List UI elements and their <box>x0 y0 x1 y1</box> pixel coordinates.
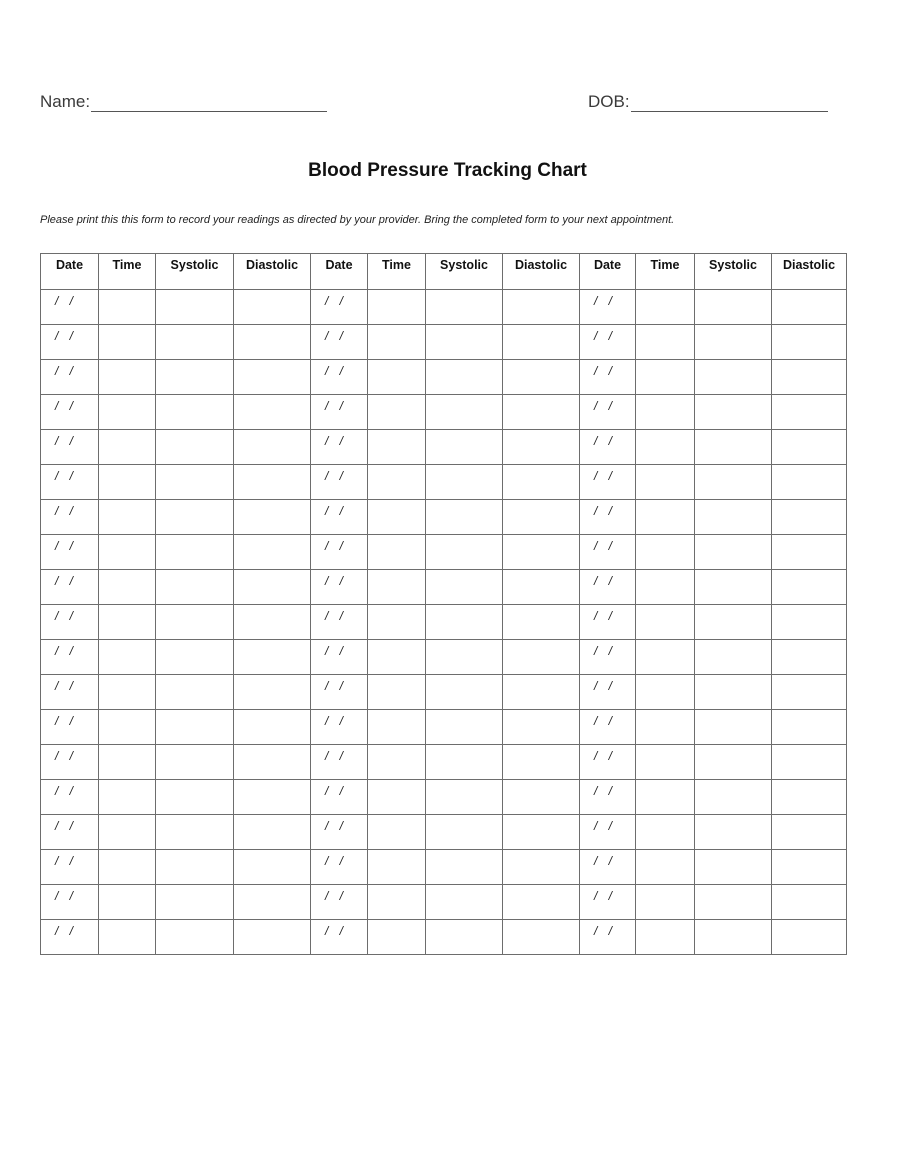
table-row <box>41 570 847 605</box>
diastolic-cell[interactable] <box>234 360 311 395</box>
date-cell[interactable]: / / <box>580 745 636 780</box>
diastolic-cell[interactable] <box>503 745 580 780</box>
column-header-systolic: Systolic <box>426 254 503 290</box>
date-cell[interactable]: / / <box>41 430 99 465</box>
diastolic-cell[interactable] <box>503 325 580 360</box>
time-cell[interactable] <box>636 570 695 605</box>
diastolic-cell[interactable] <box>772 570 847 605</box>
systolic-cell[interactable] <box>426 570 503 605</box>
table-header-row <box>41 254 847 290</box>
systolic-cell[interactable] <box>426 360 503 395</box>
systolic-cell[interactable] <box>695 325 772 360</box>
time-cell[interactable] <box>99 430 156 465</box>
time-cell[interactable] <box>636 780 695 815</box>
date-cell[interactable]: / / <box>41 920 99 955</box>
column-header-time: Time <box>636 254 695 290</box>
date-cell[interactable]: / / <box>41 745 99 780</box>
date-cell[interactable]: / / <box>580 325 636 360</box>
date-cell[interactable]: / / <box>41 640 99 675</box>
date-cell[interactable]: / / <box>580 885 636 920</box>
column-header-time: Time <box>368 254 426 290</box>
time-cell[interactable] <box>368 745 426 780</box>
time-cell[interactable] <box>99 745 156 780</box>
column-header-diastolic: Diastolic <box>772 254 847 290</box>
date-cell[interactable]: / / <box>41 360 99 395</box>
date-cell[interactable]: / / <box>580 500 636 535</box>
diastolic-cell[interactable] <box>772 360 847 395</box>
time-cell[interactable] <box>636 360 695 395</box>
date-cell[interactable]: / / <box>311 815 368 850</box>
bp-tracking-table <box>40 253 847 955</box>
systolic-cell[interactable] <box>426 325 503 360</box>
date-cell[interactable]: / / <box>311 640 368 675</box>
diastolic-cell[interactable] <box>503 640 580 675</box>
systolic-cell[interactable] <box>156 430 234 465</box>
time-cell[interactable] <box>636 710 695 745</box>
table-row <box>41 850 847 885</box>
diastolic-cell[interactable] <box>772 920 847 955</box>
time-cell[interactable] <box>368 605 426 640</box>
systolic-cell[interactable] <box>695 290 772 325</box>
time-cell[interactable] <box>636 920 695 955</box>
date-cell[interactable]: / / <box>311 360 368 395</box>
date-cell[interactable]: / / <box>311 325 368 360</box>
date-cell[interactable]: / / <box>41 500 99 535</box>
date-cell[interactable]: / / <box>580 710 636 745</box>
date-cell[interactable]: / / <box>580 535 636 570</box>
time-cell[interactable] <box>368 325 426 360</box>
name-input-line[interactable] <box>91 93 327 112</box>
diastolic-cell[interactable] <box>234 325 311 360</box>
time-cell[interactable] <box>636 675 695 710</box>
systolic-cell[interactable] <box>695 815 772 850</box>
date-cell[interactable]: / / <box>41 675 99 710</box>
systolic-cell[interactable] <box>695 710 772 745</box>
systolic-cell[interactable] <box>695 500 772 535</box>
date-cell[interactable]: / / <box>580 430 636 465</box>
time-cell[interactable] <box>99 815 156 850</box>
date-cell[interactable]: / / <box>311 745 368 780</box>
time-cell[interactable] <box>636 290 695 325</box>
table-row <box>41 605 847 640</box>
time-cell[interactable] <box>368 570 426 605</box>
systolic-cell[interactable] <box>426 640 503 675</box>
systolic-cell[interactable] <box>695 570 772 605</box>
diastolic-cell[interactable] <box>772 850 847 885</box>
time-cell[interactable] <box>636 535 695 570</box>
systolic-cell[interactable] <box>695 430 772 465</box>
date-cell[interactable]: / / <box>311 885 368 920</box>
date-cell[interactable]: / / <box>41 605 99 640</box>
table-row <box>41 360 847 395</box>
diastolic-cell[interactable] <box>234 430 311 465</box>
systolic-cell[interactable] <box>695 605 772 640</box>
date-cell[interactable]: / / <box>580 395 636 430</box>
diastolic-cell[interactable] <box>234 500 311 535</box>
date-cell[interactable]: / / <box>311 605 368 640</box>
diastolic-cell[interactable] <box>503 430 580 465</box>
time-cell[interactable] <box>368 465 426 500</box>
diastolic-cell[interactable] <box>772 605 847 640</box>
diastolic-cell[interactable] <box>503 500 580 535</box>
diastolic-cell[interactable] <box>503 395 580 430</box>
date-cell[interactable]: / / <box>311 710 368 745</box>
time-cell[interactable] <box>636 745 695 780</box>
systolic-cell[interactable] <box>156 850 234 885</box>
date-cell[interactable]: / / <box>41 465 99 500</box>
table-row <box>41 290 847 325</box>
diastolic-cell[interactable] <box>234 675 311 710</box>
systolic-cell[interactable] <box>156 570 234 605</box>
systolic-cell[interactable] <box>156 815 234 850</box>
table-row <box>41 710 847 745</box>
systolic-cell[interactable] <box>695 675 772 710</box>
table-row <box>41 920 847 955</box>
time-cell[interactable] <box>99 535 156 570</box>
time-cell[interactable] <box>368 640 426 675</box>
diastolic-cell[interactable] <box>234 465 311 500</box>
systolic-cell[interactable] <box>426 465 503 500</box>
time-cell[interactable] <box>368 850 426 885</box>
diastolic-cell[interactable] <box>234 290 311 325</box>
table-body <box>41 290 847 955</box>
diastolic-cell[interactable] <box>234 815 311 850</box>
time-cell[interactable] <box>636 885 695 920</box>
date-cell[interactable]: / / <box>580 605 636 640</box>
time-cell[interactable] <box>99 325 156 360</box>
diastolic-cell[interactable] <box>234 605 311 640</box>
date-cell[interactable]: / / <box>311 675 368 710</box>
diastolic-cell[interactable] <box>503 465 580 500</box>
table-row <box>41 640 847 675</box>
time-cell[interactable] <box>368 675 426 710</box>
column-header-systolic: Systolic <box>695 254 772 290</box>
time-cell[interactable] <box>368 885 426 920</box>
systolic-cell[interactable] <box>426 850 503 885</box>
time-cell[interactable] <box>636 500 695 535</box>
date-cell[interactable]: / / <box>311 570 368 605</box>
date-cell[interactable]: / / <box>311 430 368 465</box>
table-row <box>41 780 847 815</box>
time-cell[interactable] <box>99 500 156 535</box>
diastolic-cell[interactable] <box>234 745 311 780</box>
time-cell[interactable] <box>368 710 426 745</box>
time-cell[interactable] <box>636 430 695 465</box>
time-cell[interactable] <box>99 710 156 745</box>
diastolic-cell[interactable] <box>503 675 580 710</box>
page-title: Blood Pressure Tracking Chart <box>308 160 587 181</box>
diastolic-cell[interactable] <box>234 780 311 815</box>
diastolic-cell[interactable] <box>772 290 847 325</box>
date-cell[interactable]: / / <box>311 500 368 535</box>
date-cell[interactable]: / / <box>580 675 636 710</box>
time-cell[interactable] <box>368 430 426 465</box>
date-cell[interactable]: / / <box>41 535 99 570</box>
systolic-cell[interactable] <box>426 710 503 745</box>
date-cell[interactable]: / / <box>580 360 636 395</box>
systolic-cell[interactable] <box>695 535 772 570</box>
systolic-cell[interactable] <box>156 500 234 535</box>
diastolic-cell[interactable] <box>503 290 580 325</box>
time-cell[interactable] <box>368 535 426 570</box>
date-cell[interactable]: / / <box>311 395 368 430</box>
systolic-cell[interactable] <box>426 500 503 535</box>
diastolic-cell[interactable] <box>772 535 847 570</box>
systolic-cell[interactable] <box>156 885 234 920</box>
diastolic-cell[interactable] <box>503 885 580 920</box>
dob-label: DOB: <box>588 92 630 111</box>
systolic-cell[interactable] <box>426 290 503 325</box>
date-cell[interactable]: / / <box>580 850 636 885</box>
diastolic-cell[interactable] <box>503 605 580 640</box>
time-cell[interactable] <box>368 815 426 850</box>
table-row <box>41 430 847 465</box>
table-row <box>41 885 847 920</box>
name-field[interactable] <box>40 92 327 112</box>
systolic-cell[interactable] <box>156 675 234 710</box>
time-cell[interactable] <box>368 360 426 395</box>
column-header-date: Date <box>311 254 368 290</box>
time-cell[interactable] <box>99 850 156 885</box>
diastolic-cell[interactable] <box>234 850 311 885</box>
diastolic-cell[interactable] <box>772 745 847 780</box>
diastolic-cell[interactable] <box>772 640 847 675</box>
time-cell[interactable] <box>636 815 695 850</box>
date-cell[interactable]: / / <box>311 780 368 815</box>
diastolic-cell[interactable] <box>503 815 580 850</box>
systolic-cell[interactable] <box>695 780 772 815</box>
systolic-cell[interactable] <box>156 780 234 815</box>
diastolic-cell[interactable] <box>772 500 847 535</box>
diastolic-cell[interactable] <box>772 710 847 745</box>
systolic-cell[interactable] <box>426 395 503 430</box>
date-cell[interactable]: / / <box>41 710 99 745</box>
systolic-cell[interactable] <box>426 675 503 710</box>
diastolic-cell[interactable] <box>772 430 847 465</box>
time-cell[interactable] <box>636 395 695 430</box>
systolic-cell[interactable] <box>156 395 234 430</box>
systolic-cell[interactable] <box>695 360 772 395</box>
time-cell[interactable] <box>636 465 695 500</box>
time-cell[interactable] <box>99 570 156 605</box>
table-row <box>41 500 847 535</box>
diastolic-cell[interactable] <box>772 395 847 430</box>
date-cell[interactable]: / / <box>41 885 99 920</box>
systolic-cell[interactable] <box>695 640 772 675</box>
systolic-cell[interactable] <box>426 920 503 955</box>
date-cell[interactable]: / / <box>580 780 636 815</box>
time-cell[interactable] <box>636 850 695 885</box>
diastolic-cell[interactable] <box>234 710 311 745</box>
time-cell[interactable] <box>99 395 156 430</box>
diastolic-cell[interactable] <box>772 780 847 815</box>
column-header-diastolic: Diastolic <box>503 254 580 290</box>
systolic-cell[interactable] <box>426 780 503 815</box>
time-cell[interactable] <box>99 780 156 815</box>
systolic-cell[interactable] <box>695 745 772 780</box>
date-cell[interactable]: / / <box>41 395 99 430</box>
diastolic-cell[interactable] <box>234 920 311 955</box>
time-cell[interactable] <box>99 465 156 500</box>
time-cell[interactable] <box>99 360 156 395</box>
diastolic-cell[interactable] <box>772 465 847 500</box>
column-header-date: Date <box>580 254 636 290</box>
date-cell[interactable]: / / <box>311 535 368 570</box>
systolic-cell[interactable] <box>156 290 234 325</box>
systolic-cell[interactable] <box>426 605 503 640</box>
time-cell[interactable] <box>99 885 156 920</box>
time-cell[interactable] <box>99 920 156 955</box>
time-cell[interactable] <box>636 325 695 360</box>
systolic-cell[interactable] <box>156 605 234 640</box>
column-header-time: Time <box>99 254 156 290</box>
systolic-cell[interactable] <box>426 535 503 570</box>
table-row <box>41 815 847 850</box>
date-cell[interactable]: / / <box>580 570 636 605</box>
systolic-cell[interactable] <box>156 360 234 395</box>
table-row <box>41 465 847 500</box>
date-cell[interactable]: / / <box>41 780 99 815</box>
date-cell[interactable]: / / <box>580 290 636 325</box>
systolic-cell[interactable] <box>426 815 503 850</box>
date-cell[interactable]: / / <box>580 920 636 955</box>
date-cell[interactable]: / / <box>580 465 636 500</box>
systolic-cell[interactable] <box>695 885 772 920</box>
systolic-cell[interactable] <box>156 535 234 570</box>
date-cell[interactable]: / / <box>41 815 99 850</box>
date-cell[interactable]: / / <box>311 850 368 885</box>
table-row <box>41 325 847 360</box>
date-cell[interactable]: / / <box>41 850 99 885</box>
name-label: Name: <box>40 92 91 111</box>
time-cell[interactable] <box>99 675 156 710</box>
systolic-cell[interactable] <box>426 885 503 920</box>
systolic-cell[interactable] <box>695 920 772 955</box>
diastolic-cell[interactable] <box>503 710 580 745</box>
date-cell[interactable]: / / <box>580 640 636 675</box>
date-cell[interactable]: / / <box>41 290 99 325</box>
diastolic-cell[interactable] <box>503 780 580 815</box>
date-cell[interactable]: / / <box>580 815 636 850</box>
diastolic-cell[interactable] <box>234 535 311 570</box>
diastolic-cell[interactable] <box>772 675 847 710</box>
dob-field[interactable] <box>588 92 828 112</box>
systolic-cell[interactable] <box>156 325 234 360</box>
time-cell[interactable] <box>99 605 156 640</box>
diastolic-cell[interactable] <box>772 885 847 920</box>
dob-input-line[interactable] <box>631 93 828 112</box>
instructions-text: Please print this this form to record your readings as directed by your provider. Bring the completed form to your next appointment. <box>40 214 675 226</box>
time-cell[interactable] <box>99 290 156 325</box>
date-cell[interactable]: / / <box>41 570 99 605</box>
diastolic-cell[interactable] <box>234 570 311 605</box>
time-cell[interactable] <box>99 640 156 675</box>
date-cell[interactable]: / / <box>41 325 99 360</box>
column-header-date: Date <box>41 254 99 290</box>
systolic-cell[interactable] <box>426 430 503 465</box>
diastolic-cell[interactable] <box>503 535 580 570</box>
diastolic-cell[interactable] <box>234 640 311 675</box>
time-cell[interactable] <box>636 605 695 640</box>
systolic-cell[interactable] <box>695 395 772 430</box>
systolic-cell[interactable] <box>695 465 772 500</box>
diastolic-cell[interactable] <box>503 920 580 955</box>
systolic-cell[interactable] <box>156 710 234 745</box>
table-row <box>41 535 847 570</box>
systolic-cell[interactable] <box>156 745 234 780</box>
diastolic-cell[interactable] <box>234 395 311 430</box>
diastolic-cell[interactable] <box>772 325 847 360</box>
time-cell[interactable] <box>368 920 426 955</box>
time-cell[interactable] <box>368 780 426 815</box>
systolic-cell[interactable] <box>156 465 234 500</box>
column-header-systolic: Systolic <box>156 254 234 290</box>
systolic-cell[interactable] <box>156 920 234 955</box>
table-row <box>41 395 847 430</box>
time-cell[interactable] <box>368 395 426 430</box>
time-cell[interactable] <box>636 640 695 675</box>
diastolic-cell[interactable] <box>503 850 580 885</box>
diastolic-cell[interactable] <box>234 885 311 920</box>
date-cell[interactable]: / / <box>311 465 368 500</box>
time-cell[interactable] <box>368 500 426 535</box>
systolic-cell[interactable] <box>156 640 234 675</box>
systolic-cell[interactable] <box>695 850 772 885</box>
diastolic-cell[interactable] <box>503 360 580 395</box>
column-header-diastolic: Diastolic <box>234 254 311 290</box>
diastolic-cell[interactable] <box>503 570 580 605</box>
date-cell[interactable]: / / <box>311 290 368 325</box>
table-row <box>41 675 847 710</box>
time-cell[interactable] <box>368 290 426 325</box>
table-row <box>41 745 847 780</box>
systolic-cell[interactable] <box>426 745 503 780</box>
date-cell[interactable]: / / <box>311 920 368 955</box>
diastolic-cell[interactable] <box>772 815 847 850</box>
